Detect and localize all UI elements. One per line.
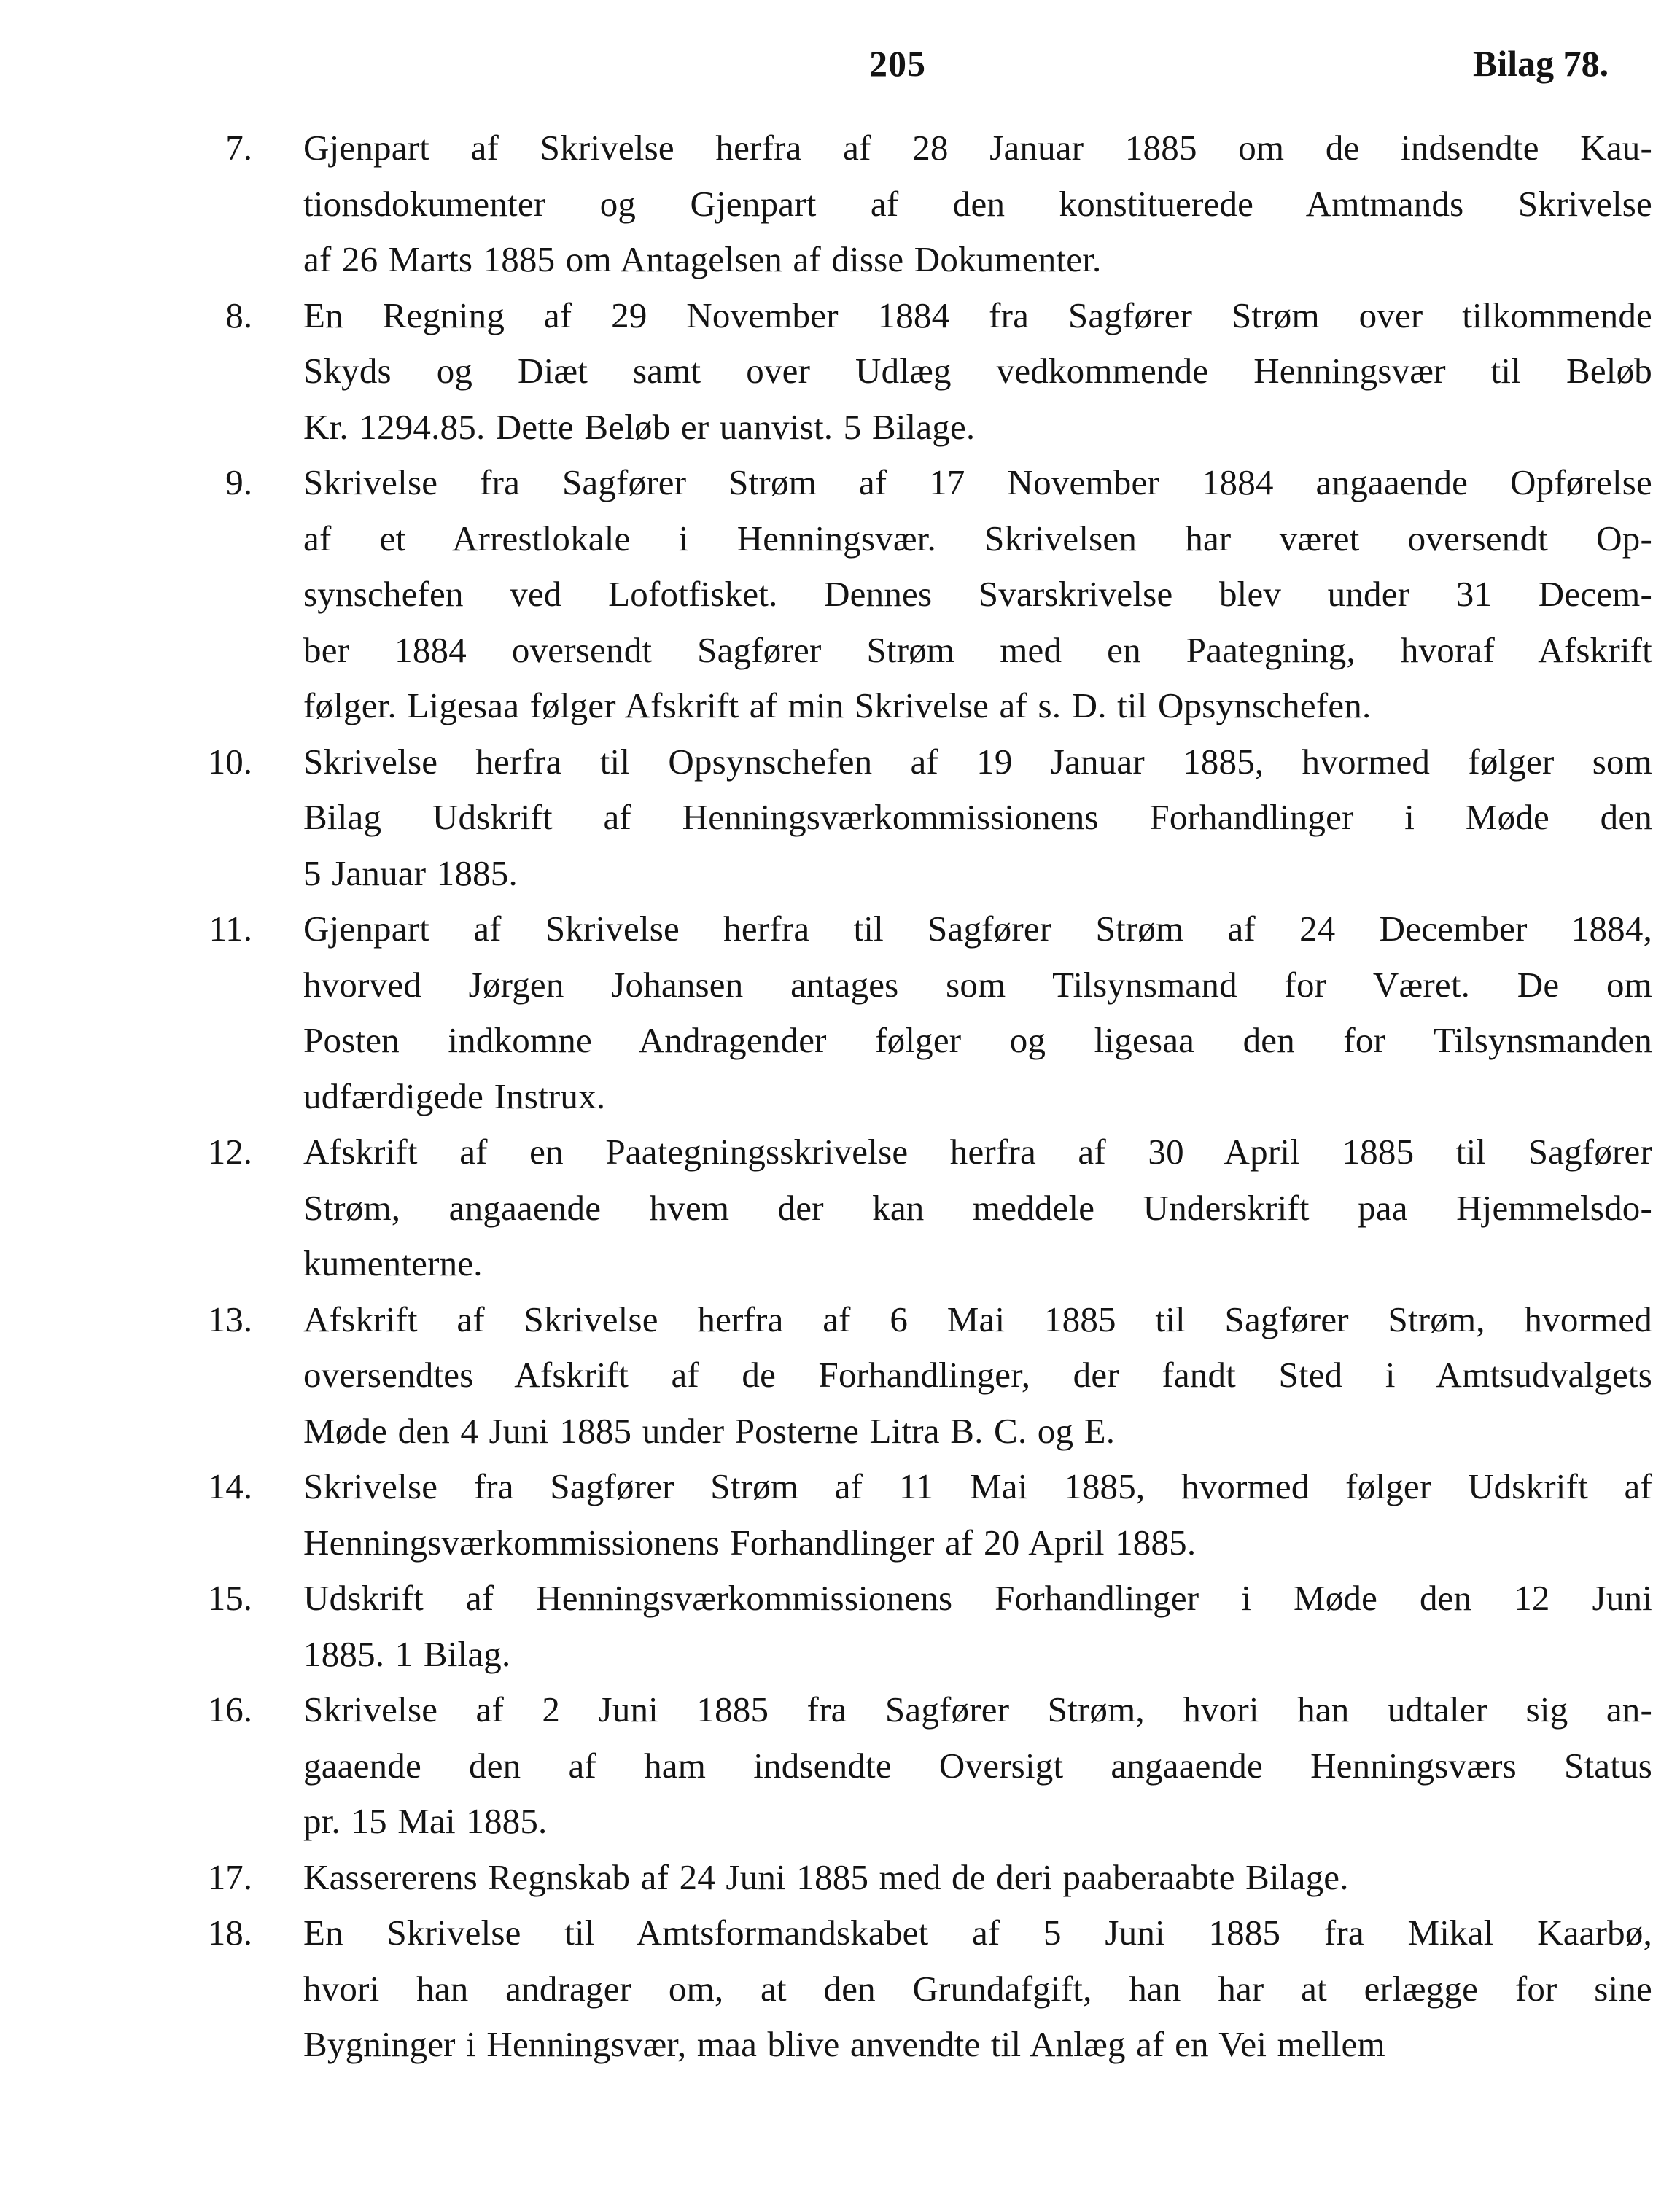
entry-text-line: En Regning af 29 November 1884 fra Sagfører Strøm over tilkommende (303, 295, 1652, 335)
entry-text-line: Posten indkomne Andragender følger og ligesaa den for Tilsynsmanden (303, 1020, 1652, 1060)
entry-number: 18. (207, 1913, 252, 1953)
entry-number: 11. (209, 908, 252, 949)
entry-text-line: synschefen ved Lofotfisket. Dennes Svarskrivelse blev under 31 Decem- (303, 574, 1652, 614)
entry-number: 7. (225, 128, 252, 168)
entry-text-line: gaaende den af ham indsendte Oversigt angaaende Henningsværs Status (303, 1745, 1652, 1786)
entry-text (303, 1850, 1652, 1906)
list-item (0, 734, 1680, 902)
entry-text-line: 1885. 1 Bilag. (303, 1633, 511, 1674)
entry-text (303, 901, 1652, 1124)
entry-text-line: Skyds og Diæt samt over Udlæg vedkommende Henningsvær til Beløb (303, 351, 1652, 391)
entry-text-line: Kr. 1294.85. Dette Beløb er uanvist. 5 Bilage. (303, 406, 976, 447)
entry-number: 10. (207, 741, 252, 782)
entry-text-line: Afskrift af Skrivelse herfra af 6 Mai 1885 til Sagfører Strøm, hvormed (303, 1299, 1652, 1339)
entry-text-line: pr. 15 Mai 1885. (303, 1801, 548, 1841)
entry-text-line: Afskrift af en Paategningsskrivelse herfra af 30 April 1885 til Sagfører (303, 1132, 1652, 1172)
entry-text-line: følger. Ligesaa følger Afskrift af min Skrivelse af s. D. til Opsynschefen. (303, 685, 1372, 725)
entry-text-line: Bilag Udskrift af Henningsværkommissionens Forhandlinger i Møde den (303, 797, 1652, 837)
entry-number: 8. (225, 295, 252, 335)
entry-text-line: Møde den 4 Juni 1885 under Posterne Litra B. C. og E. (303, 1410, 1116, 1451)
page-header (0, 42, 1680, 93)
entry-text-line: Skrivelse fra Sagfører Strøm af 11 Mai 1885, hvormed følger Udskrift af (303, 1466, 1652, 1506)
entry-text-line: hvorved Jørgen Johansen antages som Tilsynsmand for Været. De om (303, 964, 1652, 1005)
list-item (0, 1459, 1680, 1571)
entry-text (303, 734, 1652, 902)
entry-number: 14. (207, 1466, 252, 1506)
entry-text (303, 288, 1652, 456)
list-item (0, 1124, 1680, 1292)
list-item (0, 1905, 1680, 2073)
list-item (0, 288, 1680, 456)
entry-text-line: udfærdigede Instrux. (303, 1075, 606, 1116)
entry-text-line: 5 Januar 1885. (303, 852, 518, 893)
entry-text-line: Bygninger i Henningsvær, maa blive anvendte til Anlæg af en Vei mellem (303, 2024, 1385, 2064)
enclosure-list (0, 120, 1680, 2073)
entry-text-line: Strøm, angaaende hvem der kan meddele Underskrift paa Hjemmelsdo- (303, 1187, 1652, 1228)
entry-text (303, 1905, 1652, 2073)
list-item (0, 901, 1680, 1124)
entry-text-line: oversendtes Afskrift af de Forhandlinger, der fandt Sted i Amtsudvalgets (303, 1355, 1652, 1395)
entry-text-line: Skrivelse herfra til Opsynschefen af 19 Januar 1885, hvormed følger som (303, 741, 1652, 782)
list-item (0, 120, 1680, 288)
entry-text-line: Henningsværkommissionens Forhandlinger af 20 April 1885. (303, 1522, 1197, 1563)
entry-text-line: Gjenpart af Skrivelse herfra til Sagfører Strøm af 24 December 1884, (303, 908, 1652, 949)
list-item (0, 455, 1680, 734)
entry-text-line: af 26 Marts 1885 om Antagelsen af disse Dokumenter. (303, 239, 1102, 279)
entry-number: 16. (207, 1689, 252, 1730)
list-item (0, 1571, 1680, 1682)
page-number: 205 (869, 43, 926, 84)
entry-text-line: Udskrift af Henningsværkommissionens Forhandlinger i Møde den 12 Juni (303, 1578, 1652, 1618)
entry-text (303, 1292, 1652, 1460)
entry-text-line: Skrivelse af 2 Juni 1885 fra Sagfører Strøm, hvori han udtaler sig an- (303, 1689, 1652, 1730)
entry-number: 9. (225, 462, 252, 502)
entry-text-line: Kassererens Regnskab af 24 Juni 1885 med de deri paaberaabte Bilage. (303, 1856, 1349, 1897)
entry-text-line: hvori han andrager om, at den Grundafgift, han har at erlægge for sine (303, 1968, 1652, 2009)
entry-text-line: Gjenpart af Skrivelse herfra af 28 Januar 1885 om de indsendte Kau- (303, 128, 1652, 168)
list-item (0, 1850, 1680, 1906)
entry-text-line: tionsdokumenter og Gjenpart af den konstituerede Amtmands Skrivelse (303, 183, 1652, 224)
entry-number: 15. (207, 1578, 252, 1618)
list-item (0, 1682, 1680, 1850)
entry-text-line: ber 1884 oversendt Sagfører Strøm med en Paategning, hvoraf Afskrift (303, 629, 1652, 670)
entry-number: 12. (207, 1132, 252, 1172)
list-item (0, 1292, 1680, 1460)
running-head: Bilag 78. (1473, 43, 1609, 84)
entry-text (303, 1459, 1652, 1571)
entry-text-line: kumenterne. (303, 1243, 483, 1283)
entry-text (303, 455, 1652, 734)
entry-text-line: Skrivelse fra Sagfører Strøm af 17 November 1884 angaaende Opførelse (303, 462, 1652, 502)
entry-text (303, 120, 1652, 288)
entry-text-line: af et Arrestlokale i Henningsvær. Skrivelsen har været oversendt Op- (303, 518, 1652, 559)
entry-text-line: En Skrivelse til Amtsformandskabet af 5 Juni 1885 fra Mikal Kaarbø, (303, 1913, 1652, 1953)
entry-text (303, 1124, 1652, 1292)
entry-text (303, 1682, 1652, 1850)
entry-number: 13. (207, 1299, 252, 1339)
entry-number: 17. (207, 1856, 252, 1897)
entry-text (303, 1571, 1652, 1682)
